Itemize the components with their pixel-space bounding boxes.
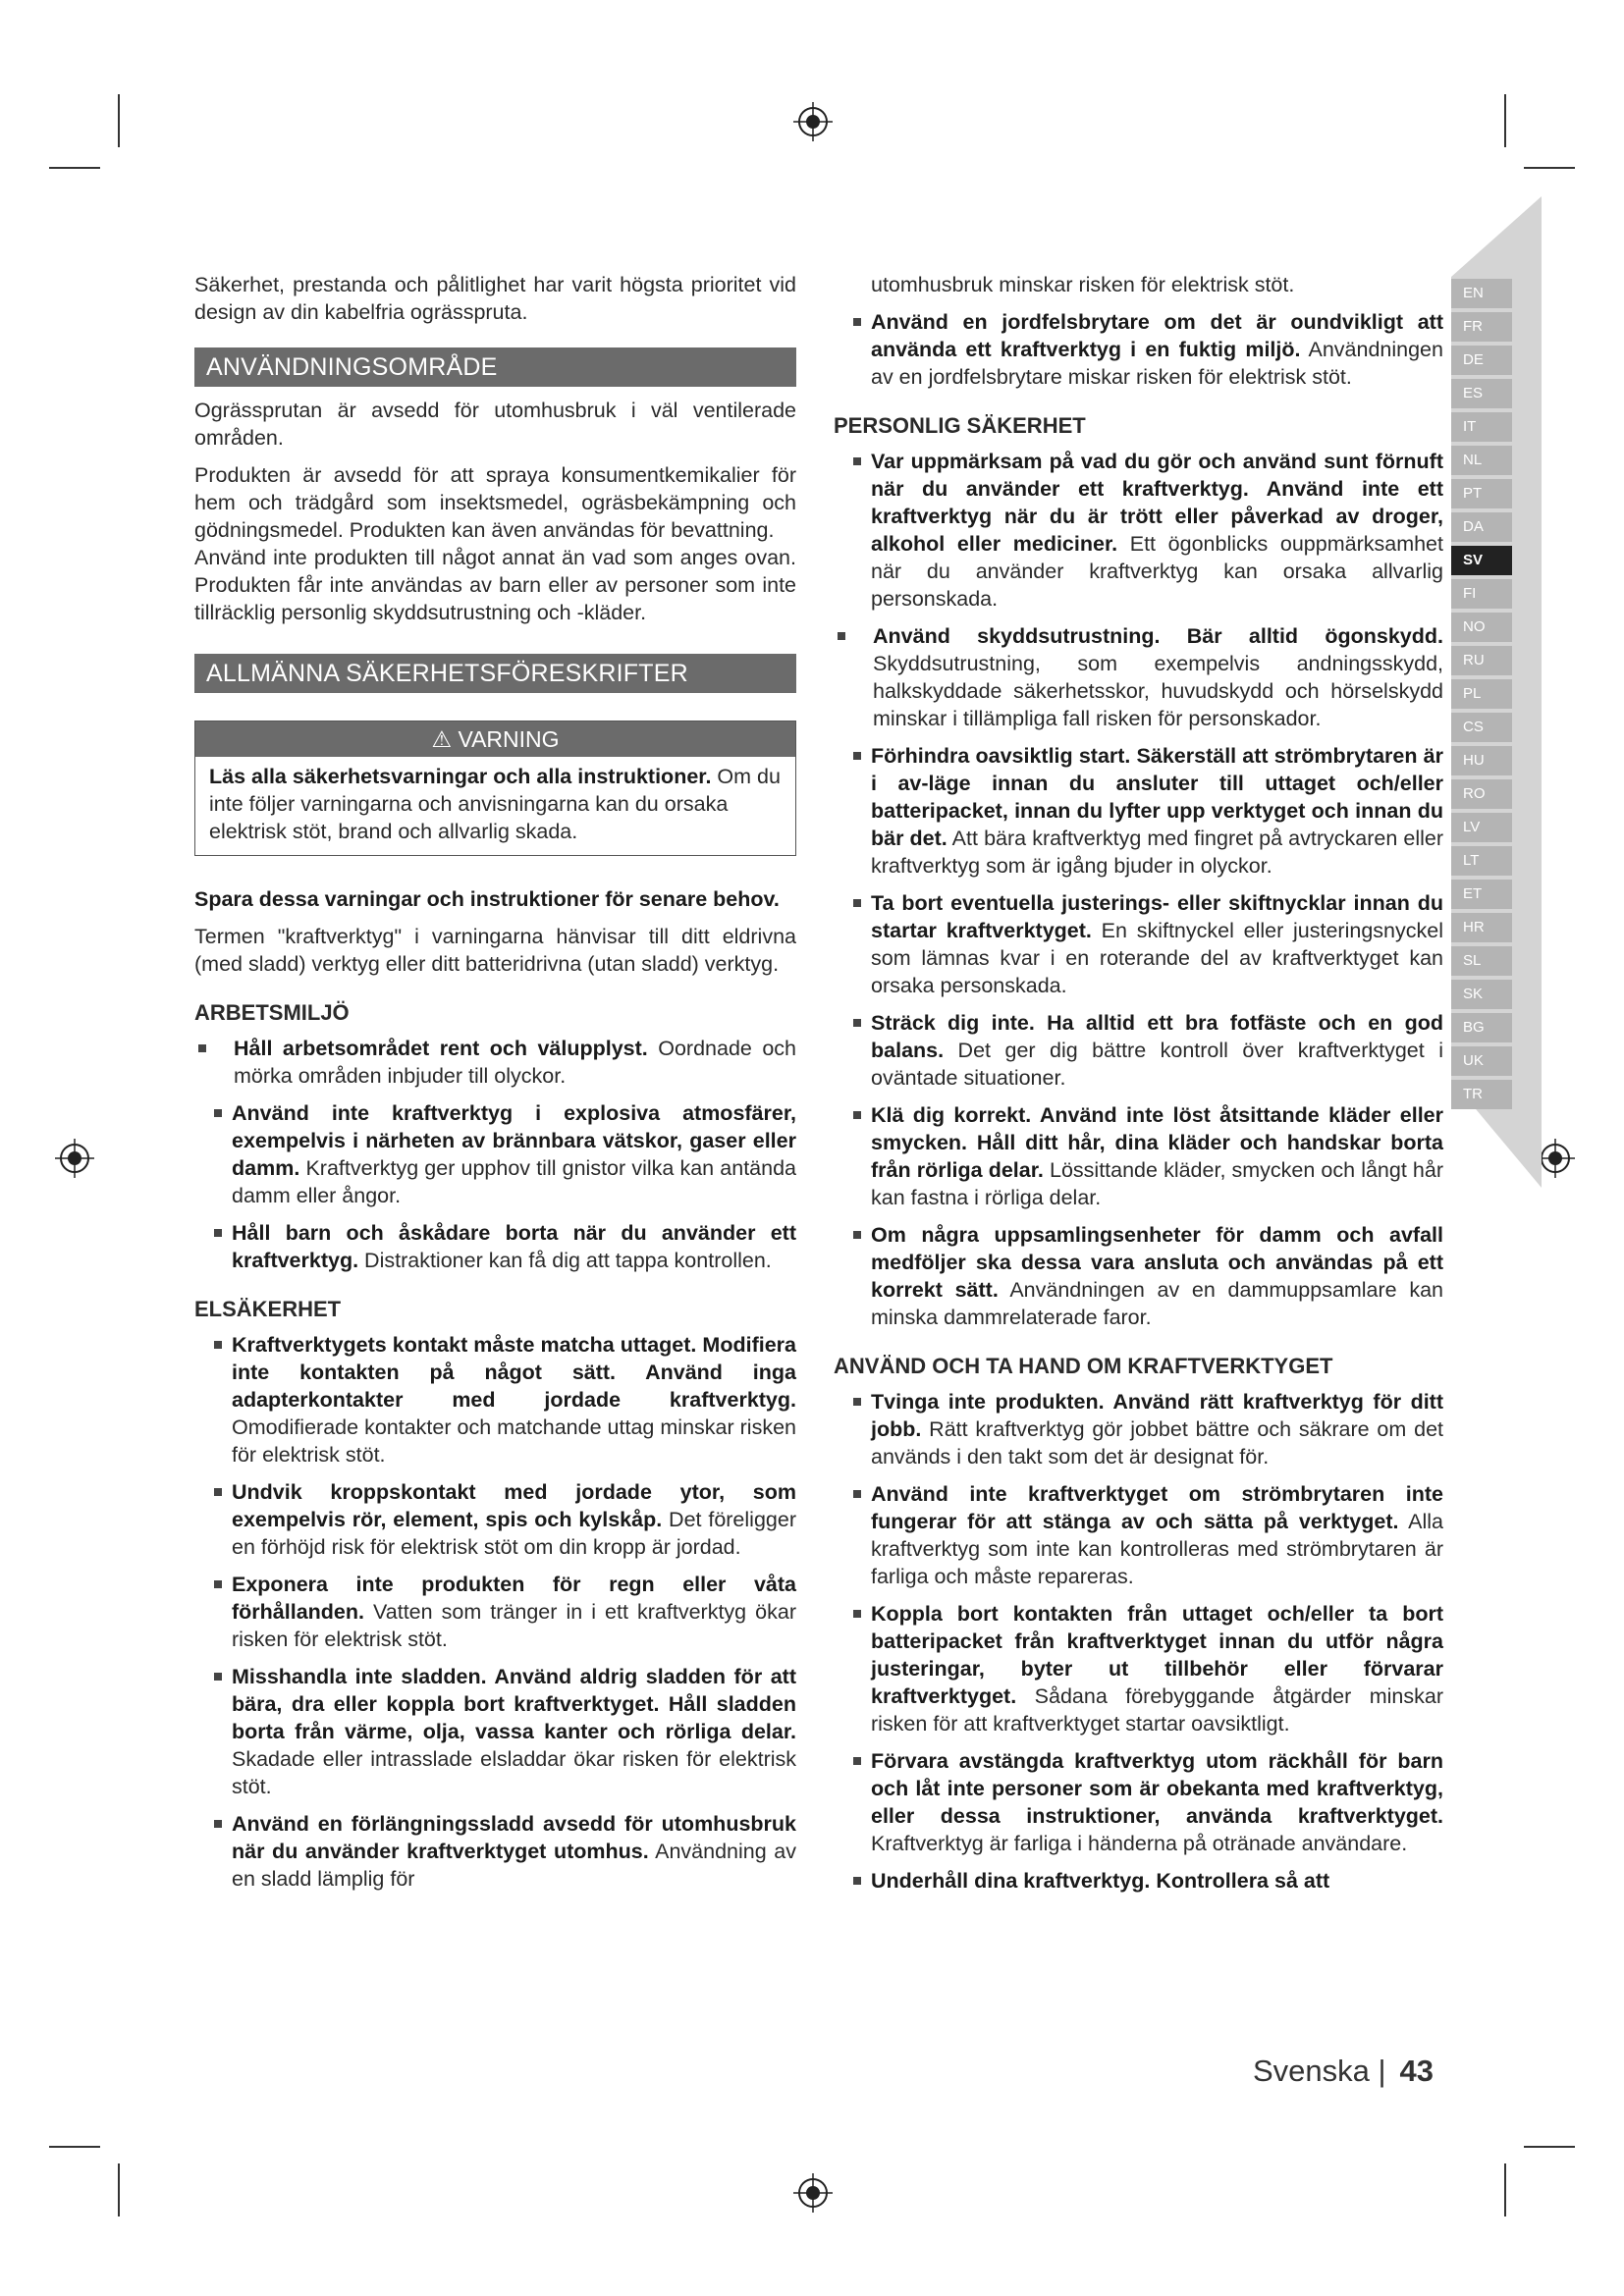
language-tab-uk[interactable]: UK xyxy=(1451,1046,1512,1076)
item-text: Omodifierade kontakter och matchande uttag minskar risken för elektrisk stöt. xyxy=(232,1415,796,1467)
item-text: Distraktioner kan få dig att tappa kontrollen. xyxy=(358,1249,772,1272)
item-text: Skadade eller intrasslade elsladdar ökar risken för elektrisk stöt. xyxy=(232,1747,796,1798)
language-tab-sv[interactable]: SV xyxy=(1451,546,1512,575)
save-instructions: Spara dessa varningar och instruktioner för senare behov. xyxy=(194,887,780,911)
list-item xyxy=(834,1101,1443,1211)
bullet-square-icon xyxy=(853,318,861,326)
item-bold: Var uppmärksam på vad du gör och använd sunt förnuft när du använder ett kraftverktyg. Använd inte ett kraftverktyg när du är trött eller påverkad av droger, alkohol eller mediciner. xyxy=(871,450,1443,556)
item-bold: Misshandla inte sladden. Använd aldrig sladden för att bära, dra eller koppla bort kraftverktyget. Håll sladden borta från värme, olja, vassa kanter och rörliga delar. xyxy=(232,1665,796,1743)
language-tab-da[interactable]: DA xyxy=(1451,512,1512,542)
section-heading-tool-care: ANVÄND OCH TA HAND OM KRAFTVERKTYGET xyxy=(834,1354,1333,1378)
bullet-square-icon xyxy=(853,1610,861,1618)
item-text: Rätt kraftverktyg gör jobbet bättre och säkrare om det används i den takt som det är designat för. xyxy=(871,1417,1443,1468)
bullet-square-icon xyxy=(214,1673,222,1681)
bullet-square-icon xyxy=(853,1398,861,1406)
item-bold: Underhåll dina kraftverktyg. Kontrollera så att xyxy=(871,1869,1330,1893)
item-bold: Använd inte kraftverktyget om strömbrytaren inte fungerar för att stänga av och sätta på verktyget. xyxy=(871,1482,1443,1533)
language-tab-es[interactable]: ES xyxy=(1451,379,1512,408)
item-text: Vatten som tränger in i ett kraftverktyg ökar risken för elektrisk stöt. xyxy=(232,1600,796,1651)
bullet-square-icon xyxy=(214,1580,222,1588)
item-text: En skiftnyckel eller justeringsnyckel som lämnas kvar i en roterande del av kraftverktyget kan orsaka personskada. xyxy=(871,919,1443,997)
crop-mark xyxy=(1504,2163,1506,2216)
language-tab-lv[interactable]: LV xyxy=(1451,813,1512,842)
item-bold: Undvik kroppskontakt med jordade ytor, som exempelvis rör, element, spis och kylskåp. xyxy=(232,1480,796,1531)
bullet-square-icon xyxy=(838,632,845,640)
item-bold: Ta bort eventuella justerings- eller skiftnycklar innan du startar kraftverktyget. xyxy=(871,891,1443,942)
language-tabs xyxy=(1451,279,1540,1113)
language-tab-it[interactable]: IT xyxy=(1451,412,1512,442)
language-tab-fi[interactable]: FI xyxy=(1451,579,1512,609)
page-footer xyxy=(1253,2054,1434,2089)
bullet-square-icon xyxy=(198,1044,206,1052)
item-text: Det föreligger en förhöjd risk för elektrisk stöt om din kropp är jordad. xyxy=(232,1508,796,1559)
item-text: Lössittande kläder, smycken och långt hår kan fastna i rörliga delar. xyxy=(871,1158,1443,1209)
bullet-square-icon xyxy=(853,457,861,465)
intro-text: Säkerhet, prestanda och pålitlighet har varit högsta prioritet vid design av din kabelfria ogrässpruta. xyxy=(194,273,796,324)
item-bold: Använd inte kraftverktyg i explosiva atmosfärer, exempelvis i närheten av brännbara vätskor, gaser eller damm. xyxy=(232,1101,796,1180)
bullet-square-icon xyxy=(853,1877,861,1885)
usage-paragraph: Använd inte produkten till något annat än vad som anges ovan. Produkten får inte användas av barn eller av personer som inte tillräcklig personlig skyddsutrustning och -kläder. xyxy=(194,546,796,624)
section-heading-electrical: ELSÄKERHET xyxy=(194,1297,342,1321)
warning-text: Om du inte följer varningarna och anvisningarna kan du orsaka elektrisk stöt, brand och allvarlig skada. xyxy=(209,765,781,843)
language-tab-en[interactable]: EN xyxy=(1451,279,1512,308)
crop-mark xyxy=(49,2146,100,2148)
item-text: Oordnade och mörka områden inbjuder till olyckor. xyxy=(234,1037,796,1088)
list-item xyxy=(194,1571,796,1653)
list-item xyxy=(834,448,1443,613)
item-text: Skyddsutrustning, som exempelvis andningsskydd, halkskyddade säkerhetsskor, huvudskydd och hörselskydd minskar i tillämpliga fall risken för personskador. xyxy=(873,652,1443,730)
crop-mark xyxy=(49,167,100,169)
item-bold: Använd en jordfelsbrytare om det är oundvikligt att använda ett kraftverktyg i en fuktig miljö. xyxy=(871,310,1443,361)
language-tab-tr[interactable]: TR xyxy=(1451,1080,1512,1109)
list-item xyxy=(194,1219,796,1274)
bullet-square-icon xyxy=(214,1341,222,1349)
warning-triangle-icon: ⚠ xyxy=(431,726,453,752)
item-text: Kraftverktyg är farliga i händerna på otränade användare. xyxy=(871,1832,1408,1855)
usage-paragraph: Ogrässprutan är avsedd för utomhusbruk i väl ventilerade områden. xyxy=(194,399,796,450)
list-item xyxy=(834,1867,1443,1895)
list-item xyxy=(834,889,1443,999)
list-item xyxy=(834,1480,1443,1590)
list-item xyxy=(194,1663,796,1800)
bullet-square-icon xyxy=(214,1820,222,1828)
item-bold: Använd skyddsutrustning. Bär alltid ögonskydd. xyxy=(873,624,1443,648)
language-tab-hr[interactable]: HR xyxy=(1451,913,1512,942)
footer-language: Svenska | xyxy=(1252,2054,1386,2088)
list-item xyxy=(834,1221,1443,1331)
page-number: 43 xyxy=(1399,2054,1434,2088)
language-tab-nl[interactable]: NL xyxy=(1451,446,1512,475)
bullet-square-icon xyxy=(853,1111,861,1119)
item-bold: Sträck dig inte. Ha alltid ett bra fotfäste och en god balans. xyxy=(871,1011,1443,1062)
section-heading-work-area: ARBETSMILJÖ xyxy=(194,1000,350,1025)
language-tab-ro[interactable]: RO xyxy=(1451,779,1512,809)
item-bold: Använd en förlängningssladd avsedd för utomhusbruk när du använder kraftverktyget utomhus. xyxy=(232,1812,796,1863)
section-banner-safety: ALLMÄNNA SÄKERHETSFÖRESKRIFTER xyxy=(194,654,796,693)
language-tab-pt[interactable]: PT xyxy=(1451,479,1512,508)
list-item xyxy=(834,308,1443,391)
bullet-square-icon xyxy=(853,752,861,760)
item-text: Att bära kraftverktyg med fingret på avtryckaren eller kraftverktyg som är igång bjuder in olyckor. xyxy=(871,827,1443,878)
registration-mark-icon xyxy=(791,2171,835,2215)
crop-mark xyxy=(1504,94,1506,147)
language-tab-sl[interactable]: SL xyxy=(1451,946,1512,976)
item-bold: Förvara avstängda kraftverktyg utom räckhåll för barn och låt inte personer som är obekanta med kraftverktyg, eller dessa instruktioner, använda kraftverktyget. xyxy=(871,1749,1443,1828)
item-bold: Håll arbetsområdet rent och välupplyst. xyxy=(234,1037,648,1060)
item-bold: Tvinga inte produkten. Använd rätt kraftverktyg för ditt jobb. xyxy=(871,1390,1443,1441)
item-bold: Håll barn och åskådare borta när du använder ett kraftverktyg. xyxy=(232,1221,796,1272)
section-heading-personal-safety: PERSONLIG SÄKERHET xyxy=(834,413,1086,438)
item-text: Ett ögonblicks ouppmärksamhet när du använder kraftverktyg kan orsaka allvarlig personskada. xyxy=(871,532,1443,611)
continued-text: utomhusbruk minskar risken för elektrisk stöt. xyxy=(871,273,1295,296)
warning-box xyxy=(194,721,796,856)
list-item xyxy=(834,622,1443,732)
item-text: Sådana förebyggande åtgärder minskar risken för att kraftverktyget startar oavsiktligt. xyxy=(871,1684,1443,1735)
bullet-square-icon xyxy=(214,1488,222,1496)
item-text: Kraftverktyg ger upphov till gnistor vilka kan antända damm eller ångor. xyxy=(232,1156,796,1207)
item-text: Användningen av en dammuppsamlare kan minska dammrelaterade faror. xyxy=(871,1278,1443,1329)
bullet-square-icon xyxy=(214,1109,222,1117)
language-tab-bg[interactable]: BG xyxy=(1451,1013,1512,1042)
list-item xyxy=(194,1099,796,1209)
item-text: Alla kraftverktyg som inte kan kontrolleras med strömbrytaren är farliga och måste repareras. xyxy=(871,1510,1443,1588)
language-tab-sk[interactable]: SK xyxy=(1451,980,1512,1009)
crop-mark xyxy=(118,94,120,147)
list-item xyxy=(194,1035,796,1090)
language-tab-et[interactable]: ET xyxy=(1451,880,1512,909)
item-bold: Koppla bort kontakten från uttaget och/eller ta bort batteripacket från kraftverktyget innan du utför några justeringar, byter ut tillbehör eller förvarar kraftverktyget. xyxy=(871,1602,1443,1708)
registration-mark-icon xyxy=(53,1137,96,1180)
warning-header xyxy=(195,721,795,757)
bullet-square-icon xyxy=(853,1490,861,1498)
term-paragraph: Termen "kraftverktyg" i varningarna hänvisar till ditt eldrivna (med sladd) verktyg eller ditt batteridrivna (utan sladd) verktyg. xyxy=(194,925,796,976)
section-banner-usage: ANVÄNDNINGSOMRÅDE xyxy=(194,347,796,387)
language-tab-lt[interactable]: LT xyxy=(1451,846,1512,876)
language-tab-ru[interactable]: RU xyxy=(1451,646,1512,675)
item-bold: Förhindra oavsiktlig start. Säkerställ att strömbrytaren är i av-läge innan du ansluter till uttaget och/eller batteripacket, innan du lyfter upp verktyget och innan du bär det. xyxy=(871,744,1443,850)
bullet-square-icon xyxy=(853,899,861,907)
language-tab-cs[interactable]: CS xyxy=(1451,713,1512,742)
bullet-square-icon xyxy=(853,1757,861,1765)
crop-mark xyxy=(1524,2146,1575,2148)
list-item xyxy=(834,1600,1443,1737)
list-item xyxy=(834,742,1443,880)
list-item xyxy=(194,1478,796,1561)
bullet-square-icon xyxy=(853,1231,861,1239)
item-text: Det ger dig bättre kontroll över kraftverktyget i oväntade situationer. xyxy=(871,1039,1443,1090)
registration-mark-icon xyxy=(791,100,835,143)
item-text: Användning av en sladd lämplig för xyxy=(232,1840,796,1891)
list-item xyxy=(194,1331,796,1468)
item-bold: Om några uppsamlingsenheter för damm och avfall medföljer ska dessa vara ansluta och användas på ett korrekt sätt. xyxy=(871,1223,1443,1302)
crop-mark xyxy=(118,2163,120,2216)
bullet-square-icon xyxy=(853,1019,861,1027)
item-bold: Exponera inte produkten för regn eller våta förhållanden. xyxy=(232,1573,796,1624)
language-tab-de[interactable]: DE xyxy=(1451,346,1512,375)
usage-paragraph: Produkten är avsedd för att spraya konsumentkemikalier för hem och trädgård som insektsmedel, ogräsbekämpning och gödningsmedel. Produkten kan även användas för bevattning. xyxy=(194,463,796,542)
item-bold: Kraftverktygets kontakt måste matcha uttaget. Modifiera inte kontakten på något sätt. Använd inga adapterkontakter med jordade kraftverktyg. xyxy=(232,1333,796,1412)
left-column xyxy=(194,271,796,1902)
list-item xyxy=(834,1747,1443,1857)
bullet-square-icon xyxy=(214,1229,222,1237)
list-item xyxy=(834,1009,1443,1092)
item-text: Användningen av en jordfelsbrytare miskar risken för elektrisk stöt. xyxy=(871,338,1443,389)
crop-mark xyxy=(1524,167,1575,169)
item-bold: Klä dig korrekt. Använd inte löst åtsittande kläder eller smycken. Håll ditt hår, dina kläder och handskar borta från rörliga delar. xyxy=(871,1103,1443,1182)
warning-body xyxy=(195,757,795,855)
language-tab-pl[interactable]: PL xyxy=(1451,679,1512,709)
warning-title: VARNING xyxy=(458,726,560,752)
warning-bold-text: Läs alla säkerhetsvarningar och alla instruktioner. xyxy=(209,765,712,788)
language-tab-no[interactable]: NO xyxy=(1451,613,1512,642)
language-tab-hu[interactable]: HU xyxy=(1451,746,1512,775)
right-column xyxy=(834,271,1443,1904)
list-item xyxy=(194,1810,796,1893)
list-item xyxy=(834,1388,1443,1470)
language-tab-fr[interactable]: FR xyxy=(1451,312,1512,342)
